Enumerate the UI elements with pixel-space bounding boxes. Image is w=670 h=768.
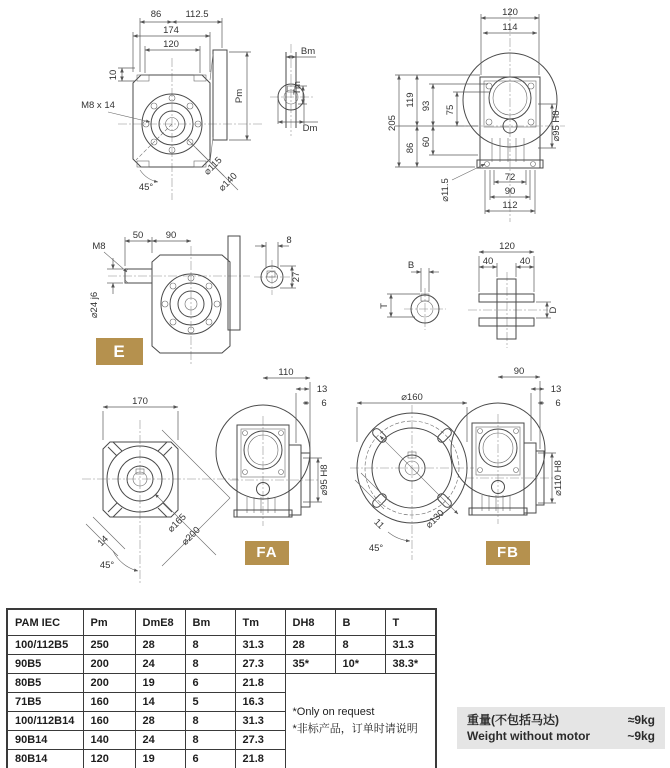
view-e-key-section [254, 235, 302, 295]
col-header-bm: Bm [185, 609, 235, 636]
badge-e: E [96, 338, 143, 365]
dim-120: 120 [502, 7, 518, 18]
dim-110: 110 [278, 367, 294, 378]
dim-130: ⌀130 [423, 507, 447, 531]
dim-95h8: ⌀95 H8 [551, 110, 562, 142]
cell: 16.3 [235, 693, 285, 712]
dim-86: 86 [150, 9, 162, 20]
cell: 5 [185, 693, 235, 712]
dim-11-5: ⌀11.5 [440, 178, 451, 202]
cell: 100/112B5 [7, 636, 83, 655]
cell: 28 [135, 636, 185, 655]
dim-11: 11 [371, 516, 387, 532]
table-header-row [7, 609, 436, 636]
cell: 120 [83, 750, 135, 768]
weight-label-en: Weight without motor [467, 729, 591, 743]
dim-t: T [379, 303, 390, 309]
col-header-pam-iec: PAM IEC [7, 609, 83, 636]
dim-170: 170 [132, 396, 148, 407]
cell: 31.3 [235, 636, 285, 655]
dim-50: 50 [132, 230, 144, 241]
cell: 28 [135, 712, 185, 731]
cell: 6 [185, 674, 235, 693]
cell: 160 [83, 712, 135, 731]
dim-14: 14 [95, 533, 111, 549]
cell: 14 [135, 693, 185, 712]
dim-tm: Tm [292, 81, 303, 95]
weight-box [457, 707, 665, 749]
dim-45deg: 45° [368, 543, 384, 554]
table-row [7, 674, 436, 693]
dim-90: 90 [513, 366, 525, 377]
col-header-dme8: DmE8 [135, 609, 185, 636]
cell: 200 [83, 655, 135, 674]
view-output-shaft-section [468, 241, 559, 348]
dimension-table [6, 608, 437, 768]
dim-72: 72 [504, 172, 516, 183]
table-notes-cell [285, 674, 436, 768]
cell: 6 [185, 750, 235, 768]
dim-60: 60 [421, 136, 432, 148]
cell: 80B5 [7, 674, 83, 693]
dim-pm: Pm [234, 88, 245, 104]
cell: 38.3* [385, 655, 436, 674]
view-fb-flange [350, 392, 474, 560]
col-header-tm: Tm [235, 609, 285, 636]
dim-40-left: 40 [482, 256, 494, 267]
cell: 27.3 [235, 731, 285, 750]
note-only-on-request: *Only on request [292, 706, 375, 718]
badge-fa: FA [245, 541, 289, 565]
dim-75: 75 [445, 104, 456, 116]
dim-140: ⌀140 [216, 170, 240, 194]
dim-8: 8 [286, 235, 292, 246]
table-row [7, 636, 436, 655]
dim-119: 119 [405, 92, 416, 108]
view-fa-flange [82, 396, 238, 585]
view-front [81, 9, 262, 200]
cell: 10* [335, 655, 385, 674]
cell: 90B14 [7, 731, 83, 750]
view-fa-view [216, 367, 330, 526]
cell: 21.8 [235, 674, 285, 693]
view-input-shaft-section [270, 44, 318, 136]
dim-40-right: 40 [519, 256, 531, 267]
cell: 24 [135, 655, 185, 674]
cell: 35* [285, 655, 335, 674]
cell: 28 [285, 636, 335, 655]
dim-112: 112 [502, 200, 518, 211]
dim-45deg: 45° [99, 560, 115, 571]
dim-90: 90 [165, 230, 177, 241]
cell: 71B5 [7, 693, 83, 712]
cell: 21.8 [235, 750, 285, 768]
dim-95h8: ⌀95 H8 [319, 464, 330, 496]
dim-86: 86 [405, 142, 416, 154]
view-output-key [379, 260, 446, 330]
weight-value-en: ~9kg [627, 729, 655, 743]
cell: 19 [135, 750, 185, 768]
cell: 8 [335, 636, 385, 655]
dim-115: ⌀115 [201, 154, 225, 178]
dim-45deg: 45° [138, 182, 154, 193]
dim-165: ⌀165 [165, 511, 189, 535]
cell: 8 [185, 655, 235, 674]
dim-110h8: ⌀110 H8 [553, 460, 564, 496]
dim-6: 6 [321, 398, 327, 409]
col-header-b: B [335, 609, 385, 636]
dim-bm: Bm [300, 46, 316, 57]
dim-b: B [407, 260, 415, 271]
dim-120: 120 [163, 39, 179, 50]
dim-174: 174 [163, 25, 179, 36]
col-header-dh8: DH8 [285, 609, 335, 636]
dim-24j6: ⌀24 j6 [89, 291, 100, 319]
dim-13: 13 [316, 384, 328, 395]
dim-112-5: 112.5 [185, 9, 209, 20]
cell: 8 [185, 731, 235, 750]
col-header-pm: Pm [83, 609, 135, 636]
dim-160: ⌀160 [401, 392, 423, 403]
dim-205: 205 [387, 115, 398, 131]
cell: 31.3 [385, 636, 436, 655]
dim-dm: Dm [302, 123, 318, 134]
label-m8: M8 [92, 241, 106, 252]
cell: 8 [185, 636, 235, 655]
weight-value-cn: ≈9kg [627, 713, 655, 727]
dim-10: 10 [108, 69, 119, 81]
dim-93: 93 [421, 100, 432, 112]
dim-90: 90 [504, 186, 516, 197]
col-header-t: T [385, 609, 436, 636]
cell: 8 [185, 712, 235, 731]
dim-114: 114 [502, 22, 518, 33]
dim-13: 13 [550, 384, 562, 395]
dim-200: ⌀200 [179, 524, 203, 548]
label-m8x14: M8 x 14 [81, 100, 115, 111]
dim-d: D [548, 306, 559, 314]
dim-6: 6 [555, 398, 561, 409]
cell: 100/112B14 [7, 712, 83, 731]
cell: 24 [135, 731, 185, 750]
cell: 90B5 [7, 655, 83, 674]
table-row [7, 655, 436, 674]
cell: 19 [135, 674, 185, 693]
cell: 250 [83, 636, 135, 655]
dim-27: 27 [291, 271, 302, 283]
cell: 160 [83, 693, 135, 712]
cell: 200 [83, 674, 135, 693]
note-nonstandard-cn: *非标产品，订单时请说明 [292, 723, 418, 735]
cell: 140 [83, 731, 135, 750]
dim-120: 120 [499, 241, 515, 252]
view-rear [387, 7, 565, 222]
weight-label-cn: 重量(不包括马达) [467, 713, 559, 727]
view-fb-view [451, 366, 564, 524]
cell: 80B14 [7, 750, 83, 768]
badge-fb: FB [486, 541, 530, 565]
cell: 31.3 [235, 712, 285, 731]
cell: 27.3 [235, 655, 285, 674]
